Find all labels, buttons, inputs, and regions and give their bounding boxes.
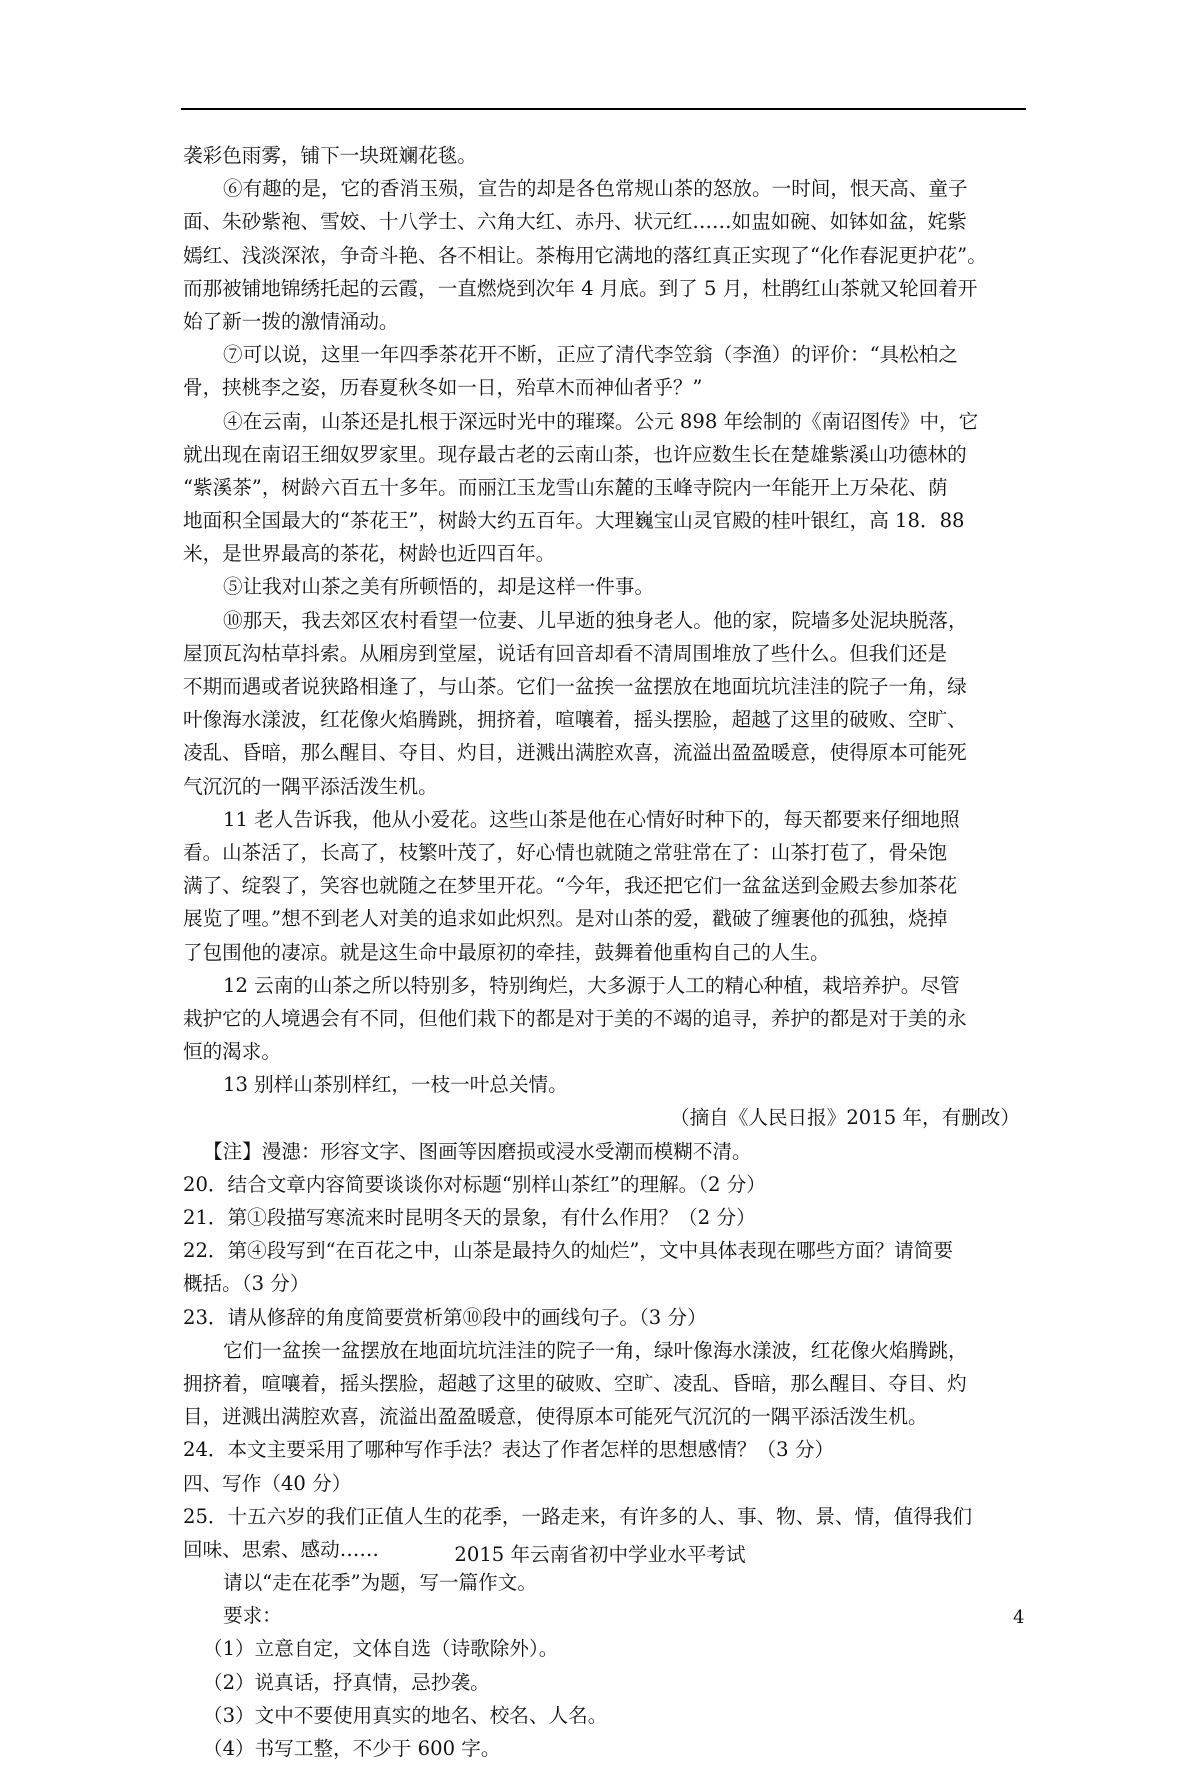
page-number: 4 xyxy=(1013,1607,1025,1628)
text-line: 米，是世界最高的茶花，树龄也近四百年。 xyxy=(183,542,556,566)
text-line: 22．第④段写到“在百花之中，山茶是最持久的灿烂”，文中具体表现在哪些方面？请简要 xyxy=(183,1239,953,1263)
text-line: 袭彩色雨雾，铺下一块斑斓花毯。 xyxy=(183,144,477,167)
text-line: 栽护它的人境遇会有不同，但他们栽下的都是对于美的不竭的追寻，养护的都是对于美的永 xyxy=(183,1006,967,1030)
text-line: 恒的渴求。 xyxy=(183,1040,281,1064)
text-line: 嫣红、浅淡深浓，争奇斗艳、各不相让。茶梅用它满地的落红真正实现了“化作春泥更护花”。 xyxy=(183,243,987,267)
text-line: ⑤让我对山茶之美有所顿悟的，却是这样一件事。 xyxy=(223,575,655,599)
text-line: 概括。（3 分） xyxy=(183,1272,310,1296)
text-line: （摘自《人民日报》2015 年，有删改） xyxy=(670,1106,1020,1130)
text-line: 气沉沉的一隅平添活泼生机。 xyxy=(183,774,438,798)
header-rule xyxy=(181,108,1026,110)
text-line: 要求： xyxy=(223,1604,282,1628)
text-line: 看。山茶活了，长高了，枝繁叶茂了，好心情也就随之常驻常在了：山茶打苞了，骨朵饱 xyxy=(183,840,948,864)
document-body xyxy=(183,139,1028,1765)
text-line: ⑥有趣的是，它的香消玉殒，宣告的却是各色常规山茶的怒放。一时间，恨天高、童子 xyxy=(223,177,968,201)
text-line: 21．第①段描写寒流来时昆明冬天的景象，有什么作用？（2 分） xyxy=(183,1206,756,1229)
text-line: 24．本文主要采用了哪种写作手法？表达了作者怎样的思想感情？（3 分） xyxy=(183,1438,835,1462)
text-line: （3）文中不要使用真实的地名、校名、人名。 xyxy=(203,1703,608,1727)
text-line: 12 云南的山茶之所以特别多，特别绚烂，大多源于人工的精心种植，栽培养护。尽管 xyxy=(223,973,960,997)
text-line: 13 别样山茶别样红，一枝一叶总关情。 xyxy=(223,1073,568,1097)
text-line: 就出现在南诏王细奴罗家里。现存最古老的云南山茶，也许应数生长在楚雄紫溪山功德林的 xyxy=(183,442,967,466)
text-line: 25．十五六岁的我们正值人生的花季，一路走来，有许多的人、事、物、景、情，值得我们 xyxy=(183,1504,973,1528)
text-line: 地面积全国最大的“茶花王”，树龄大约五百年。大理巍宝山灵官殿的桂叶银红，高 18．88 xyxy=(183,509,965,533)
text-line: “紫溪茶”，树龄六百五十多年。而丽江玉龙雪山东麓的玉峰寺院内一年能开上万朵花、荫 xyxy=(183,475,948,499)
text-line: （1）立意自定，文体自选（诗歌除外）。 xyxy=(203,1637,559,1661)
text-line: 了包围他的凄凉。就是这生命中最原初的牵挂，鼓舞着他重构自己的人生。 xyxy=(183,940,830,964)
text-line: 四、写作（40 分） xyxy=(183,1471,352,1495)
text-line: 满了、绽裂了，笑容也就随之在梦里开花。“今年，我还把它们一盆盆送到金殿去参加茶花 xyxy=(183,874,958,898)
text-line: 23．请从修辞的角度简要赏析第⑩段中的画线句子。（3 分） xyxy=(183,1305,707,1329)
text-line: ⑦可以说，这里一年四季茶花开不断，正应了清代李笠翁（李渔）的评价：“具松柏之 xyxy=(223,343,958,367)
text-line: 而那被铺地锦绣托起的云霞，一直燃烧到次年 4 月底。到了 5 月，杜鹃红山茶就又轮回着开 xyxy=(183,276,978,300)
text-line: 【注】漫漶：形容文字、图画等因磨损或浸水受潮而模糊不清。 xyxy=(203,1139,752,1163)
text-line: 它们一盆挨一盆摆放在地面坑坑洼洼的院子一角，绿叶像海水漾波，红花像火焰腾跳， xyxy=(223,1338,968,1362)
text-line: 目，迸溅出满腔欢喜，流溢出盈盈暖意，使得原本可能死气沉沉的一隅平添活泼生机。 xyxy=(183,1405,928,1429)
text-line: 11 老人告诉我，他从小爱花。这些山茶是他在心情好时种下的，每天都要来仔细地照 xyxy=(223,807,960,831)
text-line: 展览了哩。”想不到老人对美的追求如此炽烈。是对山茶的爱，戳破了缠裹他的孤独，烧掉 xyxy=(183,907,948,931)
text-line: （4）书写工整，不少于 600 字。 xyxy=(203,1737,501,1760)
text-line: ④在云南，山茶还是扎根于深远时光中的璀璨。公元 898 年绘制的《南诏图传》中，它 xyxy=(223,409,979,433)
text-line: 回味、思索、感动…… xyxy=(183,1537,379,1561)
text-line: 20．结合文章内容简要谈谈你对标题“别样山茶红”的理解。（2 分） xyxy=(183,1172,766,1196)
footer-title: 2015 年云南省初中学业水平考试 xyxy=(454,1543,746,1566)
text-line: 面、朱砂紫袍、雪姣、十八学士、六角大红、赤丹、状元红……如盅如碗、如钵如盆，姹紫 xyxy=(183,210,967,234)
text-line: ⑩那天，我去郊区农村看望一位妻、儿早逝的独身老人。他的家，院墙多处泥块脱落， xyxy=(223,608,968,632)
text-line: 叶像海水漾波，红花像火焰腾跳，拥挤着，喧嚷着，摇头摆脸，超越了这里的破败、空旷、 xyxy=(183,708,967,732)
text-line: 拥挤着，喧嚷着，摇头摆脸，超越了这里的破败、空旷、凌乱、昏暗，那么醒目、夺目、灼 xyxy=(183,1371,967,1395)
text-line: 屋顶瓦沟枯草抖索。从厢房到堂屋，说话有回音却看不清周围堆放了些什么。但我们还是 xyxy=(183,641,948,665)
text-line: 请以“走在花季”为题，写一篇作文。 xyxy=(223,1571,537,1595)
text-line: 凌乱、昏暗，那么醒目、夺目、灼目，迸溅出满腔欢喜，流溢出盈盈暖意，使得原本可能死 xyxy=(183,741,967,765)
text-line: 骨，挟桃李之姿，历春夏秋冬如一日，殆草木而神仙者乎？” xyxy=(183,376,703,400)
text-line: 始了新一拨的激情涌动。 xyxy=(183,309,399,333)
text-line: （2）说真话，抒真情，忌抄袭。 xyxy=(203,1670,490,1694)
text-line: 不期而遇或者说狭路相逢了，与山茶。它们一盆挨一盆摆放在地面坑坑洼洼的院子一角，绿 xyxy=(183,675,967,698)
